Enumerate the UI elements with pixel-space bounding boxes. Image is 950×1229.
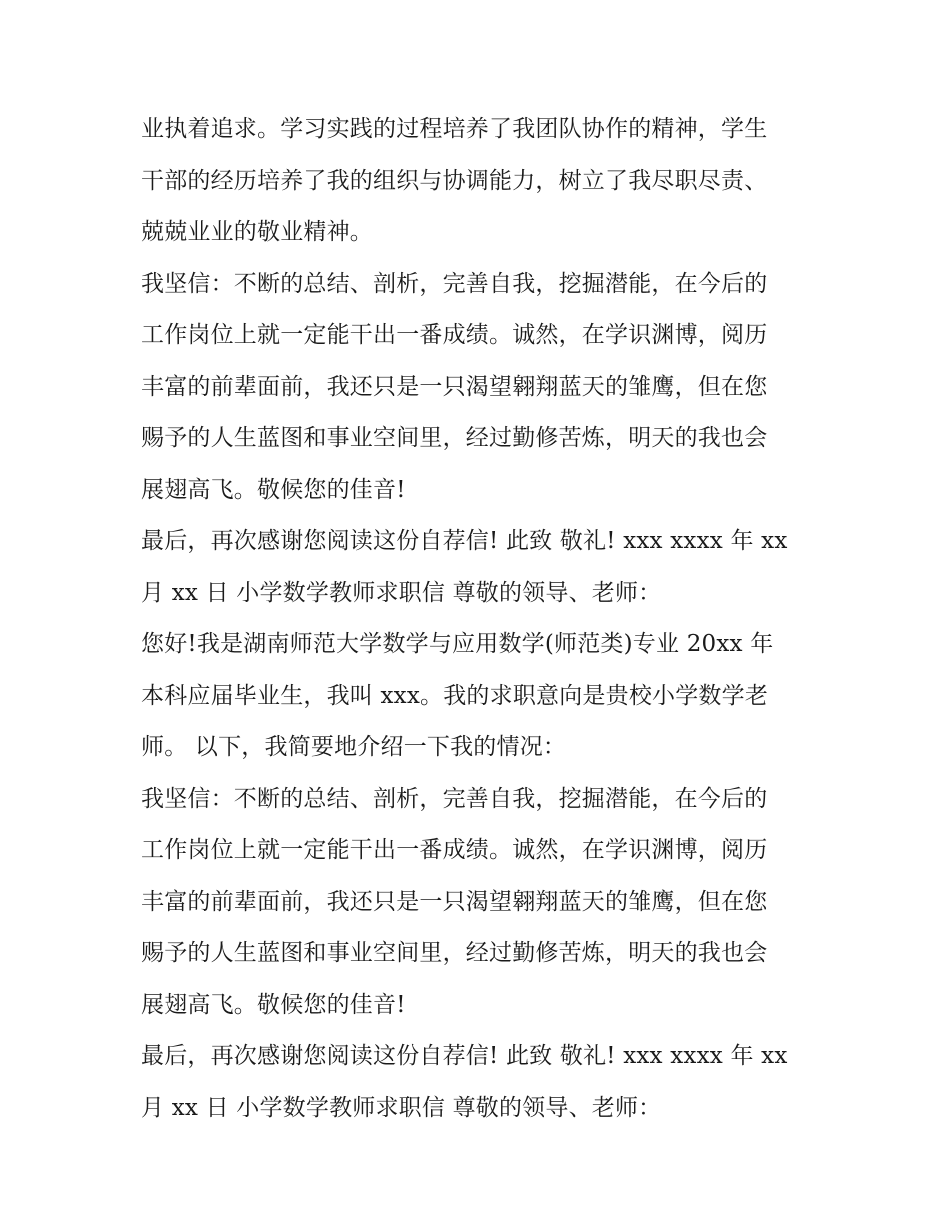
- text-line: 展翅高飞。敬候您的佳音!: [141, 991, 406, 1018]
- text-line: 丰富的前辈面前，我还只是一只渴望翱翔蓝天的雏鹰，但在您: [141, 888, 768, 915]
- text-line: 我坚信：不断的总结、剖析，完善自我，挖掘潜能，在今后的: [141, 785, 768, 812]
- text-line: 赐予的人生蓝图和事业空间里，经过勤修苦炼，明天的我也会: [141, 940, 768, 966]
- text-line: 您好!我是湖南师范大学数学与应用数学(师范类)专业 20xx 年: [141, 631, 774, 657]
- text-line: 最后，再次感谢您阅读这份自荐信! 此致 敬礼! xxx xxxx 年 xx: [141, 1043, 788, 1069]
- text-line: 赐予的人生蓝图和事业空间里，经过勤修苦炼，明天的我也会: [141, 425, 768, 451]
- document-body: [141, 104, 821, 1134]
- text-line: 本科应届毕业生，我叫 xxx。我的求职意向是贵校小学数学老: [141, 682, 769, 709]
- text-line: 干部的经历培养了我的组织与协调能力，树立了我尽职尽责、: [141, 167, 768, 194]
- text-line: 工作岗位上就一定能干出一番成绩。诚然，在学识渊博，阅历: [141, 837, 768, 863]
- text-line: 月 xx 日 小学数学教师求职信 尊敬的领导、老师：: [141, 1094, 662, 1121]
- text-line: 丰富的前辈面前，我还只是一只渴望翱翔蓝天的雏鹰，但在您: [141, 373, 768, 400]
- text-line: 展翅高飞。敬候您的佳音!: [141, 476, 406, 503]
- text-line: 工作岗位上就一定能干出一番成绩。诚然，在学识渊博，阅历: [141, 322, 768, 348]
- text-line: 月 xx 日 小学数学教师求职信 尊敬的领导、老师：: [141, 579, 662, 606]
- text-line: 最后，再次感谢您阅读这份自荐信! 此致 敬礼! xxx xxxx 年 xx: [141, 528, 788, 554]
- text-line: 我坚信：不断的总结、剖析，完善自我，挖掘潜能，在今后的: [141, 270, 768, 297]
- text-line: 业执着追求。学习实践的过程培养了我团队协作的精神，学生: [141, 116, 768, 142]
- text-line: 师。 以下，我简要地介绍一下我的情况：: [141, 734, 567, 760]
- text-line: 兢兢业业的敬业精神。: [141, 219, 373, 245]
